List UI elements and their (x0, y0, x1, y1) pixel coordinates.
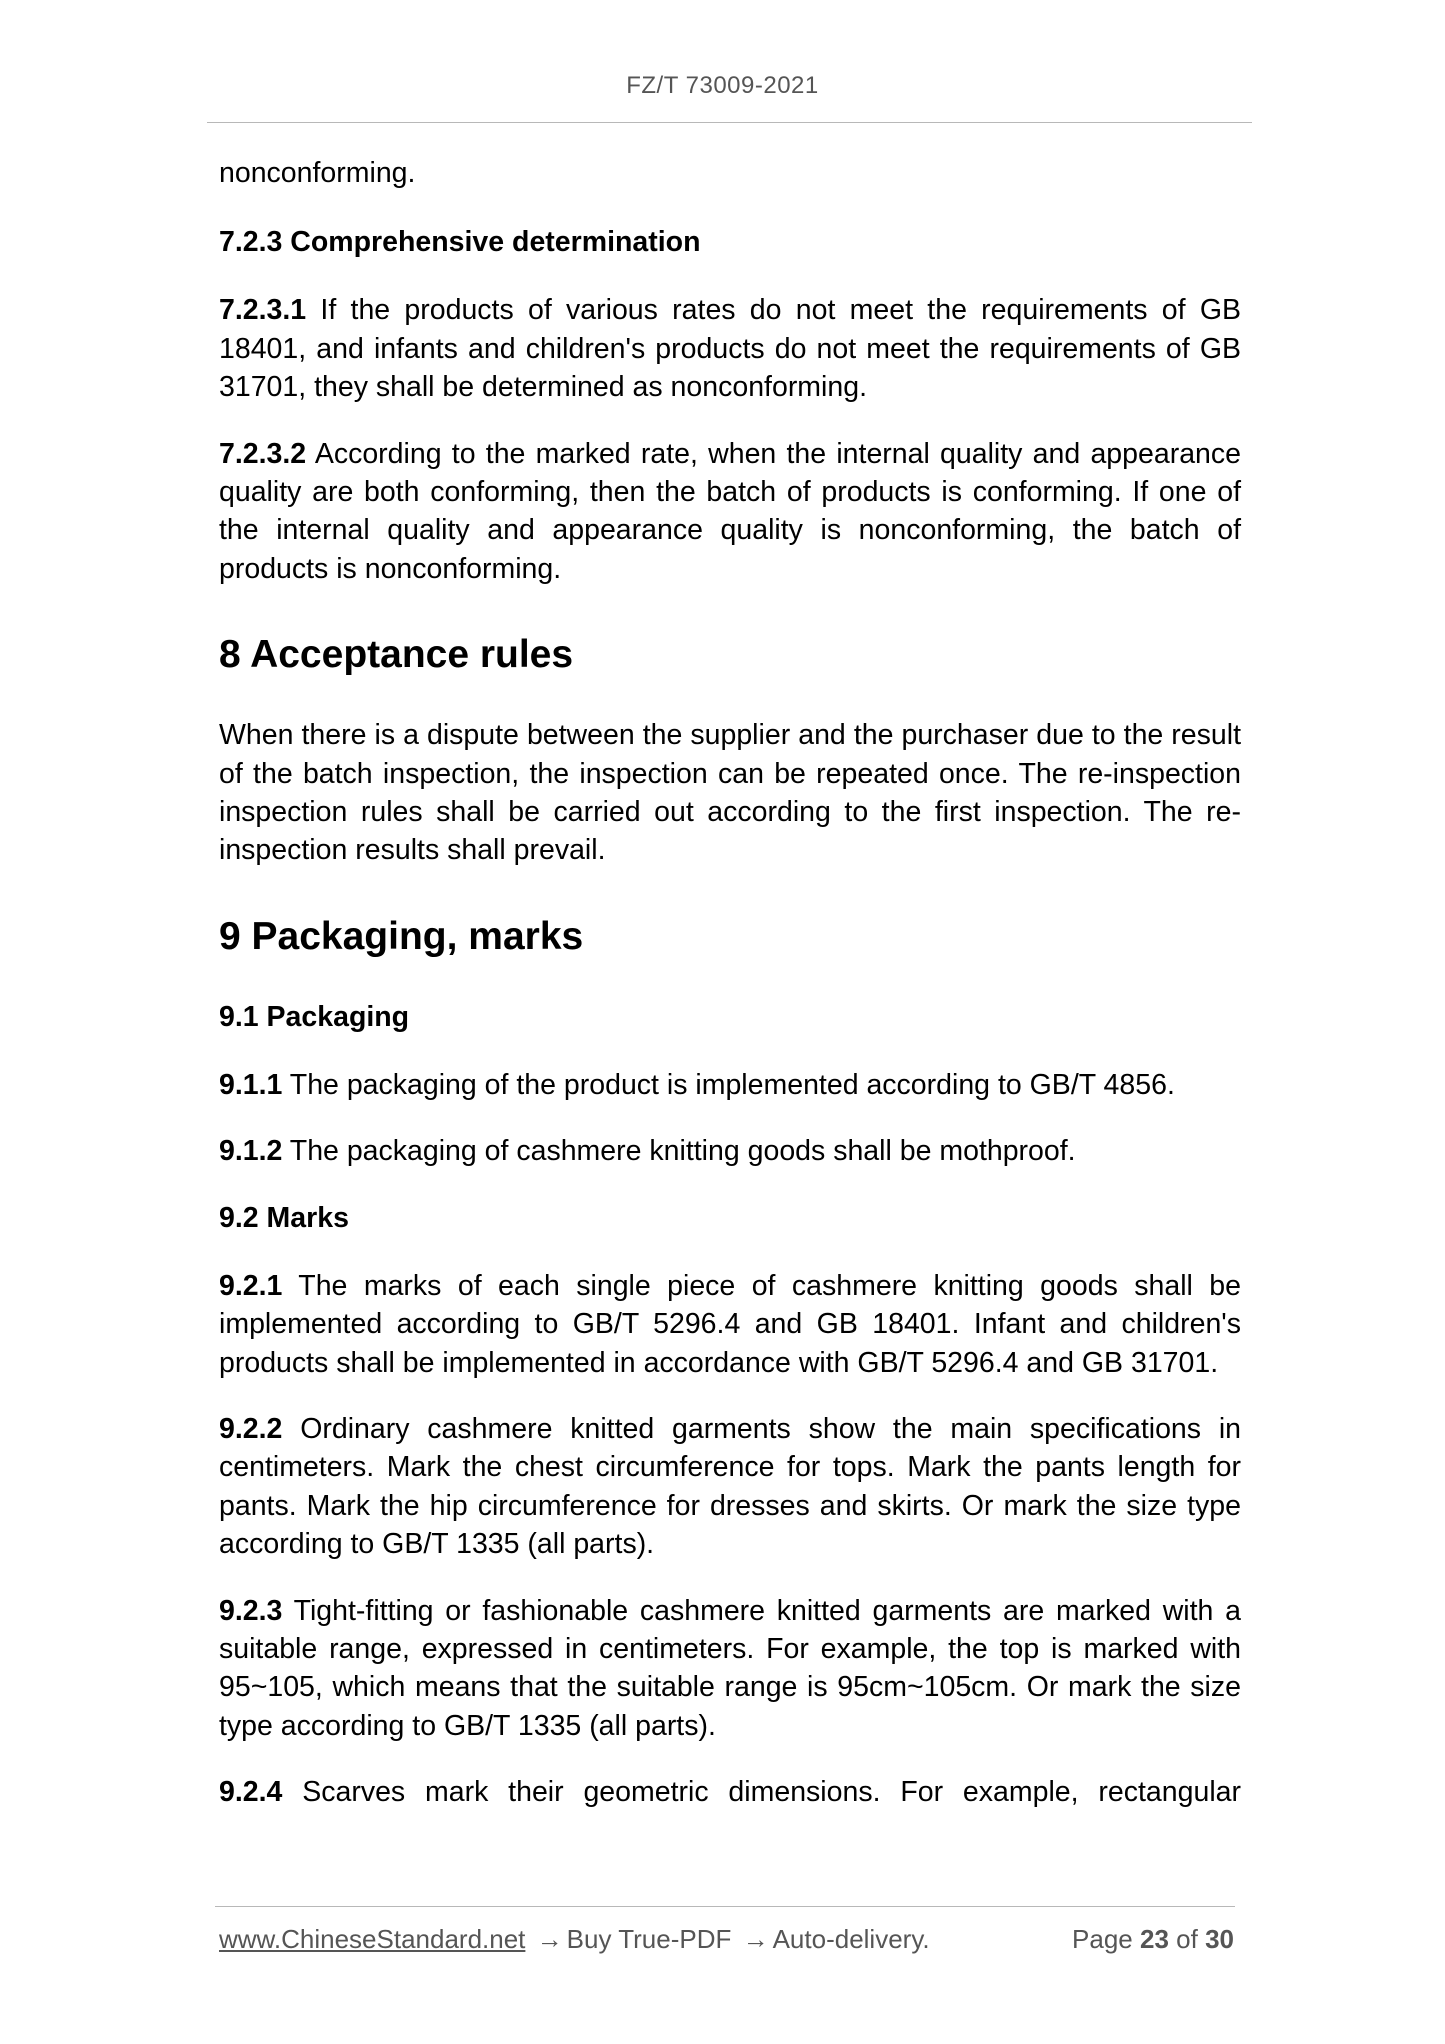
clause-9-1-1 (219, 1066, 1241, 1104)
clause-number: 9.1.1 (219, 1068, 283, 1101)
clause-number: 9.2.2 (219, 1412, 283, 1445)
clause-number: 9.1.2 (219, 1135, 283, 1168)
clause-text: According to the marked rate, when the internal quality and appearance quality are both conforming, then the batch of products is conforming. If one of the internal quality and appearance quality is nonconforming, the batch of products is nonconforming. (219, 437, 1241, 585)
clause-9-2-2 (219, 1410, 1241, 1564)
clause-text: The packaging of cashmere knitting goods shall be mothproof. (282, 1135, 1076, 1168)
clause-number: 7.2.3.1 (219, 294, 307, 327)
auto-delivery-text: Auto-delivery. (772, 1924, 930, 1954)
page-total: 30 (1205, 1924, 1234, 1954)
heading-8: 8 Acceptance rules (219, 633, 574, 677)
clause-7-2-3-1 (219, 291, 1241, 406)
clause-number: 9.2.3 (219, 1594, 283, 1627)
page-indicator (1072, 1924, 1234, 1955)
heading-9-1: 9.1 Packaging (219, 1000, 410, 1033)
heading-9-2: 9.2 Marks (219, 1201, 349, 1234)
document-body (219, 154, 1241, 1840)
arrow-right-icon: → (742, 1924, 769, 1954)
clause-9-2-4 (219, 1773, 1241, 1811)
heading-9: 9 Packaging, marks (219, 914, 584, 958)
clause-number: 7.2.3.2 (219, 437, 307, 470)
clause-9-2-3 (219, 1592, 1241, 1746)
continuation-text: nonconforming. (219, 157, 416, 189)
page-label: Page (1072, 1924, 1133, 1954)
clause-9-1-2 (219, 1132, 1241, 1170)
clause-text: Ordinary cashmere knitted garments show the main specifications in centimeters. Mark the chest circumference for tops. Mark the pants length for pants. Mark the hip circumference for dresses and skirts. Or mark the size type according to GB/T 1335 (all parts). (219, 1412, 1241, 1561)
section-8-text: When there is a dispute between the supplier and the purchaser due to the result of the batch inspection, the inspection can be repeated once. The re-inspection inspection rules shall be carried out according to the first inspection. The re-inspection results shall prevail. (219, 719, 1241, 867)
clause-text: If the products of various rates do not meet the requirements of GB 18401, and infants and children's products do not meet the requirements of GB 31701, they shall be determined as nonconforming. (219, 294, 1241, 404)
clause-number: 9.2.1 (219, 1269, 283, 1302)
clause-text: Scarves mark their geometric dimensions. For example, rectangular (282, 1776, 1241, 1809)
header-divider (207, 122, 1252, 123)
clause-text: The packaging of the product is implemented according to GB/T 4856. (282, 1068, 1175, 1101)
clause-text: Tight-fitting or fashionable cashmere knitted garments are marked with a suitable range, expressed in centimeters. For example, the top is marked with 95~105, which means that the suitable range is 95cm~105cm. Or mark the size type according to GB/T 1335 (all parts). (219, 1594, 1241, 1742)
clause-text: The marks of each single piece of cashmere knitting goods shall be implemented according to GB/T 5296.4 and GB 18401. Infant and children's products shall be implemented in accordance with GB/T 5296.4 and GB 31701. (219, 1269, 1241, 1379)
page-current: 23 (1140, 1924, 1169, 1954)
footer-divider (215, 1906, 1235, 1907)
document-id-header: FZ/T 73009-2021 (626, 72, 819, 99)
clause-9-2-1 (219, 1267, 1241, 1382)
page-of: of (1176, 1924, 1198, 1954)
chinese-standard-link[interactable]: www.ChineseStandard.net (219, 1924, 526, 1954)
page-footer (219, 1924, 1234, 1955)
clause-number: 9.2.4 (219, 1776, 283, 1809)
arrow-right-icon: → (536, 1924, 563, 1954)
heading-7-2-3: 7.2.3 Comprehensive determination (219, 226, 701, 259)
clause-7-2-3-2 (219, 435, 1241, 589)
buy-true-pdf-text: Buy True-PDF (566, 1924, 732, 1954)
